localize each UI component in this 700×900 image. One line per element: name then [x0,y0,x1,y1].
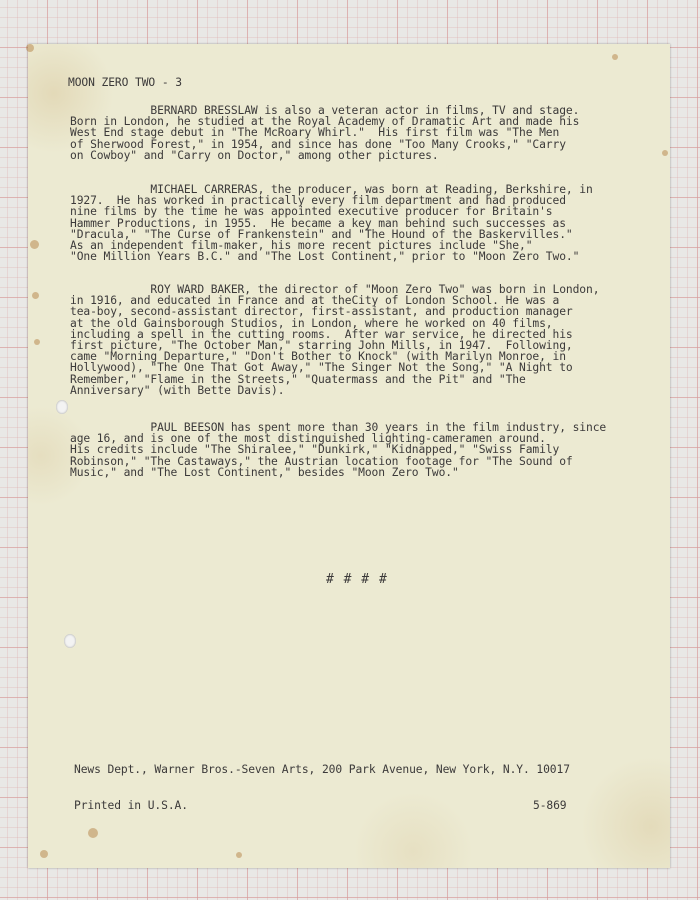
punch-hole [64,634,76,648]
page-heading: MOON ZERO TWO - 3 [68,76,182,89]
paragraph-beeson: PAUL BEESON has spent more than 30 years in the film industry, since age 16, and is one of the most distinguished lighting-cameramen around. His credits include "The Shiralee," "Dunkirk," "Kidnapped," "Swiss Family Robinson," "The Castaways," the Austrian location footage for "The Sound of Music," and "The Lost Continent," besides "Moon Zero Two." [70,421,607,479]
stain-mark [30,240,39,249]
footer-document-code: 5-869 [533,799,567,812]
punch-hole [56,400,68,414]
stain-mark [34,339,40,345]
paragraph-bresslaw: BERNARD BRESSLAW is also a veteran actor in films, TV and stage. Born in London, he studied at the Royal Academy of Dramatic Art and made his West End stage debut in "The McRoary Whirl." His first film was "The Men of Sherwood Forest," in 1954, and since has done "Too Many Crooks," "Carry on Cowboy" and "Carry on Doctor," among other pictures. [70,104,580,162]
paragraph-carreras: MICHAEL CARRERAS, the producer, was born at Reading, Berkshire, in 1927. He has worked in practically every film department and had produced nine films by the time he was appointed executive producer for Britain's Hammer Productions, in 1955. He became a key man behind such successes as "Dracula," "The Curse of Frankenstein" and "The Hound of the Baskervilles." As an independent film-maker, his more recent pictures include "She," "One Million Years B.C." and "The Lost Continent," prior to "Moon Zero Two." [70,183,593,264]
stain-mark [40,850,48,858]
stain-mark [26,44,34,52]
end-separator: # # # # [326,572,388,587]
paragraph-baker: ROY WARD BAKER, the director of "Moon Zero Two" was born in London, in 1916, and educated in France and at theCity of London School. He was a tea-boy, second-assistant director, first-assistant, and production manager at the old Gainsborough Studios, in London, where he worked on 40 films, including a spell in the cutting rooms. After war service, he directed his first picture, "The October Man," starring John Mills, in 1947. Following, came "Morning Departure," "Don't Bother to Knock" (with Marilyn Monroe, in Hollywood), "The One That Got Away," "The Singer Not the Song," "A Night to Remember," "Flame in the Streets," "Quatermass and the Pit" and "The Anniversary" (with Bette Davis). [70,283,600,397]
footer-printed-note: Printed in U.S.A. [74,799,188,812]
stain-mark [662,150,668,156]
stain-mark [236,852,242,858]
stain-mark [32,292,39,299]
document-page [28,44,670,868]
footer-address: News Dept., Warner Bros.-Seven Arts, 200 Park Avenue, New York, N.Y. 10017 [74,763,570,776]
stain-mark [612,54,618,60]
stain-mark [88,828,98,838]
